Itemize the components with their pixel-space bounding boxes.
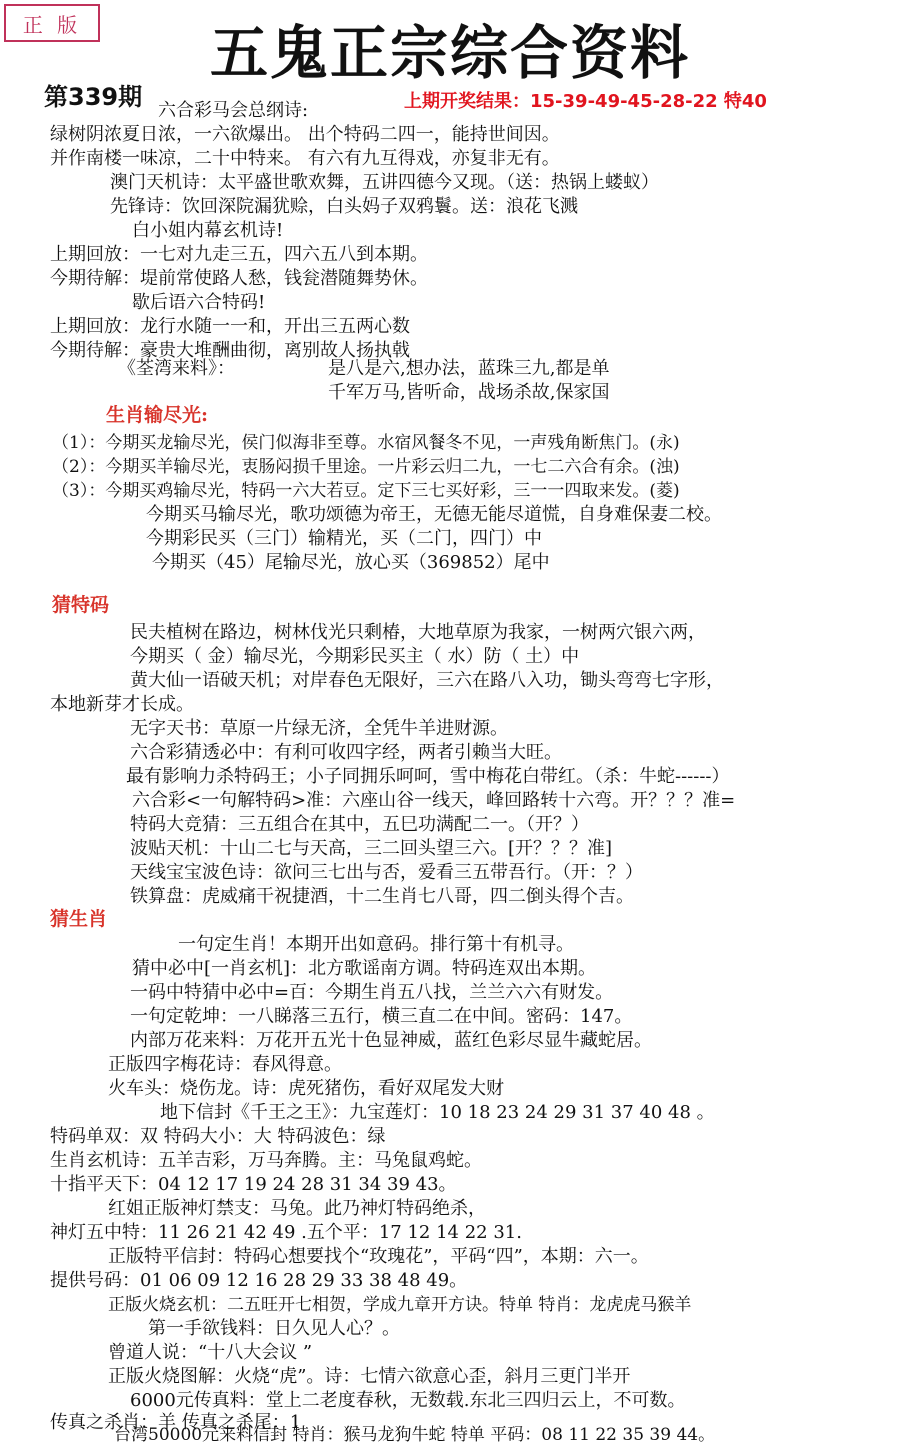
list-item: 一句定乾坤：一八睇落三五行，横三直二在中间。密码：147。 <box>130 1006 633 1027</box>
poem-line: 澳门天机诗：太平盛世歌欢舞，五讲四德今又现。（送：热锅上蝼蚁） <box>110 172 659 193</box>
genuine-stamp: 正 版 <box>4 4 100 42</box>
list-item: 内部万花来料：万花开五光十色显神威，蓝红色彩尽显牛藏蛇居。 <box>130 1030 652 1051</box>
list-item: 特码大竞猜：三五组合在其中，五巳功满配二一。（开？） <box>130 814 589 835</box>
list-item: 一句定生肖！本期开出如意码。排行第十有机寻。 <box>178 934 574 955</box>
list-item: 一码中特猜中必中=百：今期生肖五八找，兰兰六六有财发。 <box>130 982 614 1003</box>
issue-number: 第339期 <box>44 83 143 111</box>
list-item: 6000元传真料：堂上二老度春秋，无数载.东北三四归云上，不可数。 <box>130 1390 686 1411</box>
poem-line: 今期待解：堤前常使路人愁，钱瓮潜随舞势休。 <box>50 268 428 289</box>
poem-line: 并作南楼一味凉，二十中特来。 有六有九互得戏，亦复非无有。 <box>50 148 560 169</box>
list-item: 最有影响力杀特码王；小子同拥乐呵呵，雪中梅花白带红。（杀：牛蛇------） <box>126 766 730 787</box>
list-item: 六合彩猜透必中：有利可收四字经，两者引赖当大旺。 <box>130 742 562 763</box>
section-heading: 猜特码 <box>52 594 110 616</box>
list-item: 正版四字梅花诗：春风得意。 <box>108 1054 342 1075</box>
list-item: 猜中必中[一肖玄机]：北方歌谣南方调。特码连双出本期。 <box>132 958 597 979</box>
list-item: 十指平天下：04 12 17 19 24 28 31 34 39 43。 <box>50 1174 457 1195</box>
page-title: 五鬼正宗综合资料 <box>209 19 690 87</box>
list-item: 今期买（45）尾输尽光，放心买（369852）尾中 <box>152 552 550 573</box>
list-item: 正版特平信封：特码心想要找个“玫瑰花”，平码“四”，本期：六一。 <box>108 1246 649 1267</box>
list-item: 曾道人说：“十八大会议 ” <box>108 1342 313 1363</box>
quan-wan-label: 《荃湾来料》： <box>118 358 235 379</box>
list-item: 铁算盘：虎威痛干祝捷酒，十二生肖七八哥，四二倒头得个吉。 <box>130 886 634 907</box>
list-item: 今期彩民买（三门）输精光，买（二门，四门）中 <box>146 528 542 549</box>
list-item: 提供号码：01 06 09 12 16 28 29 33 38 48 49。 <box>50 1270 468 1291</box>
section-heading: 猜生肖 <box>50 908 108 930</box>
list-item: 六合彩<一句解特码>准：六座山谷一线天，峰回路转十六弯。开？？？准= <box>132 790 736 811</box>
list-item: 正版火烧玄机：二五旺开七相贺，学成九章开方诀。特单 特肖：龙虎虎马猴羊 <box>108 1295 692 1315</box>
list-item: 民夫植树在路边，树林伐光只剩椿，大地草原为我家，一树两穴银六两， <box>130 622 706 643</box>
list-item: （2）：今期买羊输尽光，衷肠闷损千里途。一片彩云归二九，一七二六合有余。(浊) <box>52 457 680 477</box>
poem-title: 六合彩马会总纲诗: <box>158 100 309 121</box>
list-item: 特码单双：双 特码大小：大 特码波色：绿 <box>50 1126 386 1147</box>
list-item: 神灯五中特：11 26 21 42 49 .五个平：17 12 14 22 31. <box>50 1222 522 1243</box>
list-item: 今期买（ 金）输尽光，今期彩民买主（ 水）防（ 土）中 <box>130 646 580 667</box>
poem-line: 今期待解：豪贵大堆酬曲彻，离别故人扬执戟 <box>50 340 410 361</box>
list-item: （1）：今期买龙输尽光，侯门似海非至尊。水宿风餐冬不见，一声残角断焦门。(永) <box>52 433 680 453</box>
poem-line: 上期回放：龙行水随一一和，开出三五两心数 <box>50 316 410 337</box>
list-item: 黄大仙一语破天机；对岸春色无限好，三六在路八入功，锄头弯弯七字形， <box>130 670 724 691</box>
poem-title: 歇后语六合特码! <box>132 292 266 313</box>
list-item: （3）：今期买鸡输尽光，特码一六大若豆。定下三七买好彩，三一一四取来发。(菱) <box>52 481 680 501</box>
quan-wan-line: 千军万马,皆听命，战场杀故,保家国 <box>328 382 610 403</box>
list-item: 正版火烧图解：火烧“虎”。诗：七情六欲意心歪，斜月三更门半开 <box>108 1366 631 1387</box>
poem-line: 先锋诗：饮回深院漏犹赊，白头妈子双鸦鬟。送：浪花飞溅 <box>110 196 578 217</box>
list-item: 无字天书：草原一片绿无济，全凭牛羊进财源。 <box>130 718 508 739</box>
list-item: 生肖玄机诗：五羊吉彩，万马奔腾。主：马兔鼠鸡蛇。 <box>50 1150 482 1171</box>
last-draw-result: 上期开奖结果：15-39-49-45-28-22 特40 <box>404 91 767 112</box>
list-item: 传真之杀肖：羊 传真之杀尾：1 <box>50 1412 302 1433</box>
quan-wan-line: 是八是六,想办法，蓝珠三九,都是单 <box>328 358 610 379</box>
list-item: 波贴天机：十山二七与天高，三二回头望三六。[开？？？准] <box>130 838 613 859</box>
list-item: 天线宝宝波色诗：欲问三七出与否，爱看三五带吾行。（开：？） <box>130 862 643 883</box>
list-item: 第一手欲钱料：日久见人心？。 <box>148 1318 400 1339</box>
poem-line: 上期回放：一七对九走三五，四六五八到本期。 <box>50 244 428 265</box>
list-item: 火车头：烧伤龙。诗：虎死猪伤，看好双尾发大财 <box>108 1078 504 1099</box>
poem-title: 白小姐内幕玄机诗! <box>132 220 284 241</box>
list-item: 红姐正版神灯禁支：马兔。此乃神灯特码绝杀， <box>108 1198 486 1219</box>
poem-line: 绿树阴浓夏日浓，一六欲爆出。 出个特码二四一，能持世间因。 <box>50 124 560 145</box>
list-item: 地下信封《千王之王》：九宝莲灯：10 18 23 24 29 31 37 40 48 。 <box>160 1102 715 1123</box>
list-item: 今期买马输尽光，歌功颂德为帝王，无德无能尽道慌，自身难保妻二校。 <box>146 504 722 525</box>
list-item: 本地新芽才长成。 <box>50 694 194 715</box>
list-item: 台湾50000元来料信封 特肖：猴马龙狗牛蛇 特单 平码：08 11 22 35 39 44。 <box>114 1425 716 1445</box>
section-heading: 生肖输尽光: <box>106 404 209 426</box>
